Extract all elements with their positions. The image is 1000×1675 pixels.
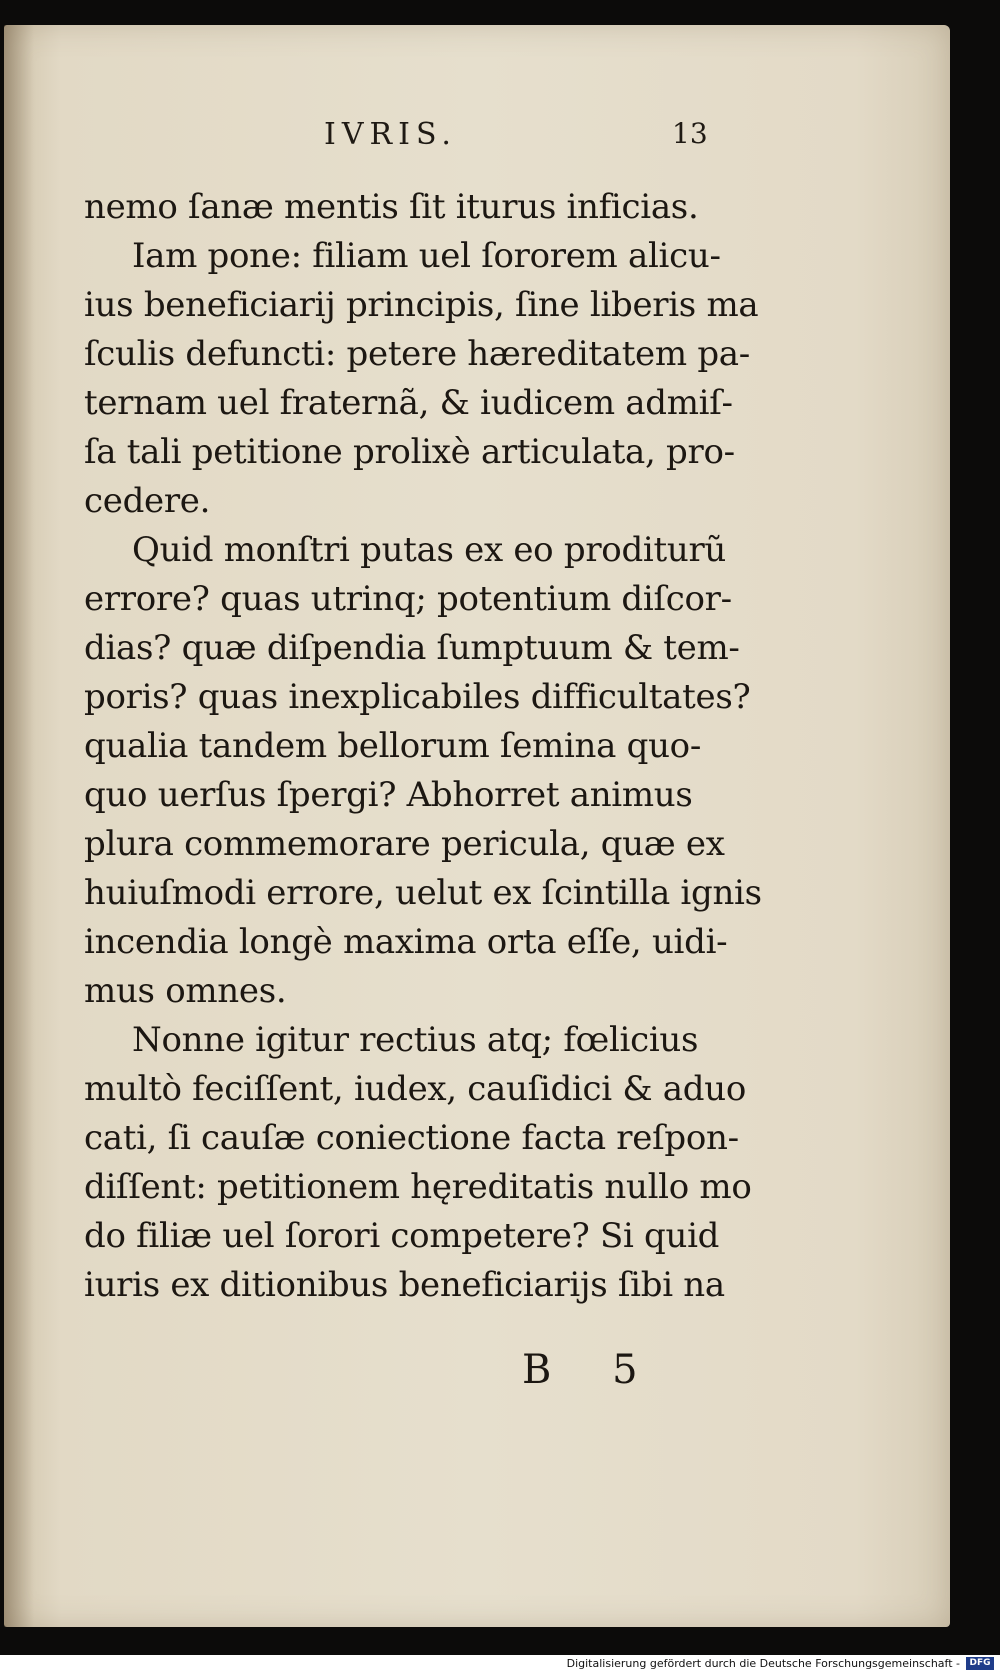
body-text — [84, 183, 774, 1310]
text-line: dias? quæ diſpendia ſumptuum & tem- — [84, 628, 740, 668]
text-line: huiuſmodi errore, uelut ex ſcintilla ignis — [84, 873, 762, 913]
text-line: cedere. — [84, 481, 211, 521]
funding-credit: Digitalisierung gefördert durch die Deutsche Forschungsgemeinschaft - — [566, 1657, 960, 1670]
text-line: do filiæ uel ſorori competere? Si quid — [84, 1216, 720, 1256]
text-line: ternam uel fraternã, & iudicem admiſ- — [84, 383, 733, 423]
text-line: ſa tali petitione prolixè articulata, pro- — [84, 432, 735, 472]
text-line: nemo ſanæ mentis ſit iturus inficias. — [84, 187, 699, 227]
text-line: Quid monſtri putas ex eo proditurũ — [132, 530, 726, 570]
running-title: IVRIS. — [324, 117, 457, 152]
signature-mark: B 5 — [522, 1347, 662, 1393]
text-line: Iam pone: filiam uel ſororem alicu- — [132, 236, 721, 276]
running-head — [4, 117, 950, 167]
text-line: poris? quas inexplicabiles difficultates? — [84, 677, 751, 717]
text-line: Nonne igitur rectius atq; fœlicius — [132, 1020, 699, 1060]
text-line: mus omnes. — [84, 971, 287, 1011]
text-line: diſſent: petitionem hęreditatis nullo mo — [84, 1167, 752, 1207]
text-line: errore? quas utrinq; potentium diſcor- — [84, 579, 732, 619]
book-page — [4, 25, 950, 1627]
page-gutter-shadow — [4, 25, 34, 1627]
footer-bar — [0, 1655, 1000, 1675]
page-number: 13 — [672, 117, 708, 150]
text-line: qualia tandem bellorum ſemina quo- — [84, 726, 702, 766]
text-line: ius beneficiarij principis, ſine liberis ma — [84, 285, 759, 325]
text-line: ſculis defuncti: petere hæreditatem pa- — [84, 334, 750, 374]
text-line: multò feciſſent, iudex, cauſidici & aduo — [84, 1069, 746, 1109]
text-line: iuris ex ditionibus beneficiarijs ſibi na — [84, 1265, 725, 1305]
dfg-logo-icon: DFG — [966, 1657, 994, 1670]
text-line: quo uerſus ſpergi? Abhorret animus — [84, 775, 693, 815]
text-line: incendia longè maxima orta eſſe, uidi- — [84, 922, 728, 962]
text-line: cati, ſi cauſæ coniectione facta reſpon- — [84, 1118, 739, 1158]
text-line: plura commemorare pericula, quæ ex — [84, 824, 725, 864]
